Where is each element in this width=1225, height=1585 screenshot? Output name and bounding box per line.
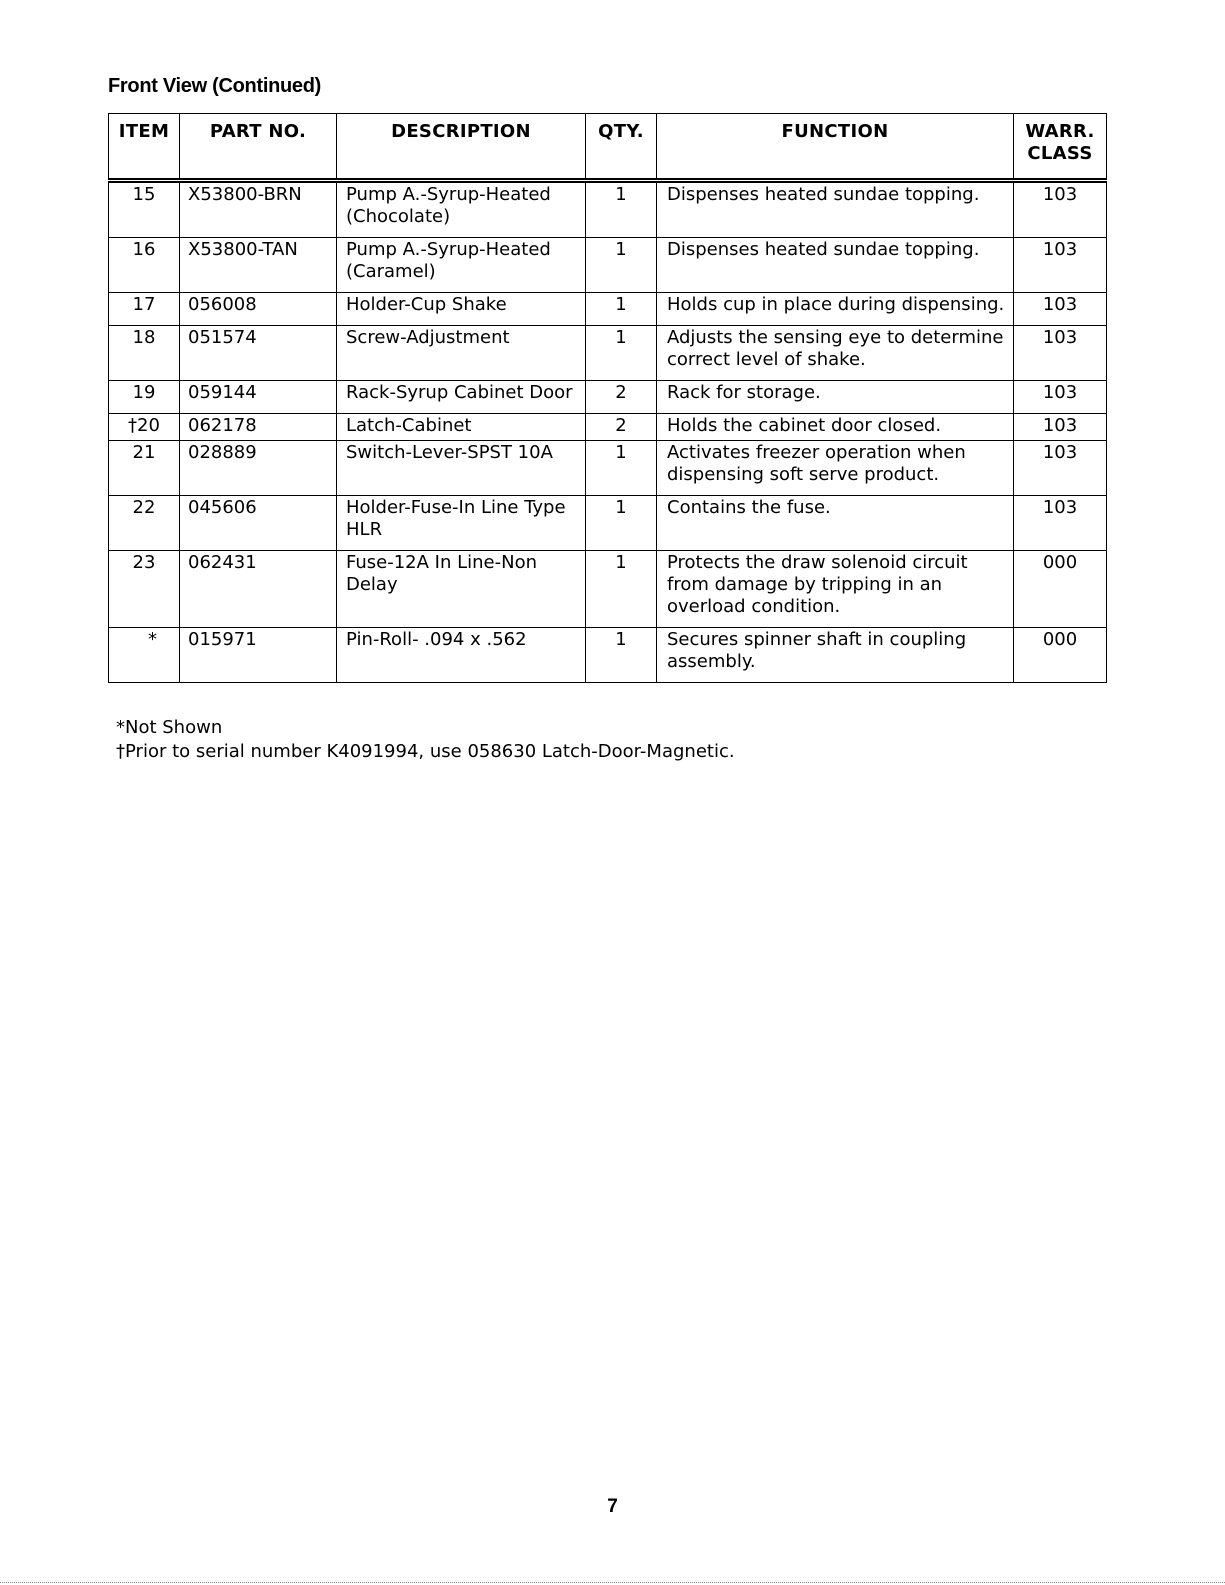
cell-item: 22 [109, 496, 180, 551]
cell-warr-class: 103 [1014, 441, 1107, 496]
cell-warr-class: 103 [1014, 326, 1107, 381]
cell-warr-class: 103 [1014, 293, 1107, 326]
cell-part-no: 015971 [180, 628, 337, 683]
cell-warr-class: 103 [1014, 238, 1107, 293]
cell-qty: 1 [586, 293, 657, 326]
table-row [109, 238, 1107, 293]
cell-function: Protects the draw solenoid circuit from damage by tripping in an overload condition. [657, 551, 1014, 628]
header-item: ITEM [109, 114, 180, 181]
table-row [109, 414, 1107, 441]
table-header-row [109, 114, 1107, 181]
cell-part-no: 045606 [180, 496, 337, 551]
cell-qty: 2 [586, 381, 657, 414]
cell-description: Screw-Adjustment [337, 326, 586, 381]
cell-item: 19 [109, 381, 180, 414]
page-number: 7 [607, 1496, 618, 1517]
cell-item: 15 [109, 181, 180, 238]
cell-item: 16 [109, 238, 180, 293]
cell-part-no: X53800-TAN [180, 238, 337, 293]
header-warr-line1: WARR. [1025, 121, 1095, 142]
cell-warr-class: 000 [1014, 628, 1107, 683]
cell-part-no: 056008 [180, 293, 337, 326]
cell-warr-class: 103 [1014, 496, 1107, 551]
cell-warr-class: 103 [1014, 414, 1107, 441]
cell-description: Fuse-12A In Line-Non Delay [337, 551, 586, 628]
table-row [109, 326, 1107, 381]
cell-function: Dispenses heated sundae topping. [657, 238, 1014, 293]
cell-function: Rack for storage. [657, 381, 1014, 414]
cell-item: †20 [109, 414, 180, 441]
cell-qty: 1 [586, 181, 657, 238]
cell-part-no: 059144 [180, 381, 337, 414]
table-row [109, 181, 1107, 238]
cell-description: Latch-Cabinet [337, 414, 586, 441]
table-row [109, 293, 1107, 326]
cell-warr-class: 000 [1014, 551, 1107, 628]
cell-qty: 1 [586, 628, 657, 683]
footnotes [116, 716, 735, 764]
cell-description: Switch-Lever-SPST 10A [337, 441, 586, 496]
cell-qty: 1 [586, 551, 657, 628]
cell-function: Holds cup in place during dispensing. [657, 293, 1014, 326]
cell-item: 21 [109, 441, 180, 496]
header-function: FUNCTION [657, 114, 1014, 181]
table-row [109, 551, 1107, 628]
cell-qty: 1 [586, 238, 657, 293]
cell-description: Pump A.-Syrup-Heated (Caramel) [337, 238, 586, 293]
header-warr-line2: CLASS [1027, 143, 1093, 164]
cell-function: Contains the fuse. [657, 496, 1014, 551]
cell-description: Pump A.-Syrup-Heated (Chocolate) [337, 181, 586, 238]
cell-function: Holds the cabinet door closed. [657, 414, 1014, 441]
cell-function: Secures spinner shaft in coupling assembly. [657, 628, 1014, 683]
cell-item: 17 [109, 293, 180, 326]
cell-description: Rack-Syrup Cabinet Door [337, 381, 586, 414]
cell-function: Activates freezer operation when dispensing soft serve product. [657, 441, 1014, 496]
table-row [109, 441, 1107, 496]
header-qty: QTY. [586, 114, 657, 181]
header-description: DESCRIPTION [337, 114, 586, 181]
cell-part-no: 028889 [180, 441, 337, 496]
table-row [109, 496, 1107, 551]
cell-description: Holder-Fuse-In Line Type HLR [337, 496, 586, 551]
cell-part-no: X53800-BRN [180, 181, 337, 238]
table-row [109, 628, 1107, 683]
cell-function: Adjusts the sensing eye to determine correct level of shake. [657, 326, 1014, 381]
cell-part-no: 062178 [180, 414, 337, 441]
cell-item: * [109, 628, 180, 683]
cell-description: Holder-Cup Shake [337, 293, 586, 326]
cell-function: Dispenses heated sundae topping. [657, 181, 1014, 238]
cell-qty: 1 [586, 326, 657, 381]
cell-description: Pin-Roll- .094 x .562 [337, 628, 586, 683]
header-warr-class [1014, 114, 1107, 181]
cell-part-no: 051574 [180, 326, 337, 381]
cell-qty: 2 [586, 414, 657, 441]
cell-warr-class: 103 [1014, 381, 1107, 414]
cell-item: 18 [109, 326, 180, 381]
table-row [109, 381, 1107, 414]
cell-item: 23 [109, 551, 180, 628]
cell-qty: 1 [586, 496, 657, 551]
header-part-no: PART NO. [180, 114, 337, 181]
cell-warr-class: 103 [1014, 181, 1107, 238]
cell-qty: 1 [586, 441, 657, 496]
cell-part-no: 062431 [180, 551, 337, 628]
bottom-divider [0, 1582, 1225, 1583]
parts-table [108, 113, 1107, 683]
footnote-prior-serial: †Prior to serial number K4091994, use 058630 Latch-Door-Magnetic. [116, 741, 735, 762]
footnote-not-shown: *Not Shown [116, 717, 223, 738]
section-title: Front View (Continued) [108, 75, 322, 97]
